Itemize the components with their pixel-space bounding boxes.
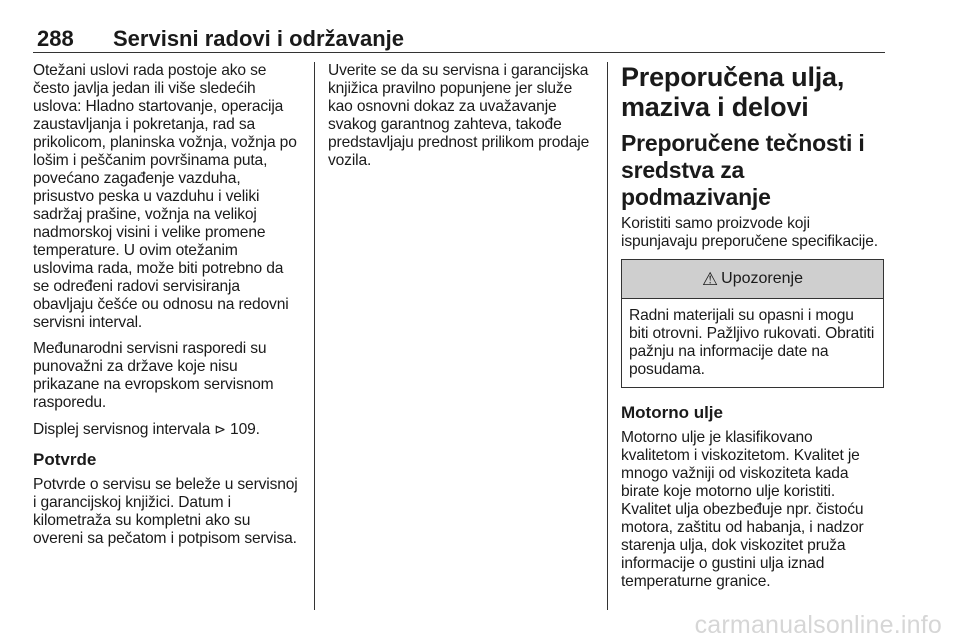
reference-page[interactable]: 109.	[225, 421, 260, 438]
warning-label: Upozorenje	[721, 270, 803, 287]
page-title: Servisni radovi i održavanje	[113, 26, 405, 51]
column-divider-1	[314, 62, 315, 610]
difficult-conditions-paragraph: Otežani uslovi rada postoje ako se često javlja jedan ili više sledećih uslova: Hladno startovanje, operacija zaustavljanja i pokretanja, rad sa prikolicom, planinska vožnja, vožnja po lošim i peščanim površinama puta, povećano zagađenje vazduha, prisustvo peska u vazduhu i veliki sadržaj prašine, vožnja na velikoj nadmorskoj visini i velike promene temperature. U ovim otežanim uslovima rada, može biti potrebno da se određeni radovi servisiranja obavljaju češće ou odnosu na redovni servisni interval.	[33, 62, 297, 331]
warning-header	[622, 260, 883, 299]
service-interval-reference	[33, 420, 301, 439]
watermark: carmanualsonline.info	[694, 611, 942, 639]
warning-text: Radni materijali su opasni i mogu biti otrovni. Pažljivo rukovati. Obratiti pažnju na informacije date na posudama.	[629, 307, 875, 378]
section-title: Preporučena ulja, maziva i delovi	[621, 62, 845, 122]
intro-paragraph: Koristiti samo proizvode koji ispunjavaju preporučene specifikacije.	[621, 215, 878, 250]
reference-text: Displej servisnog intervala	[33, 421, 215, 438]
section-heading-potvrde: Potvrde	[33, 450, 97, 469]
header-divider	[33, 52, 885, 53]
warning-icon: ⚠	[702, 268, 719, 289]
column-3	[621, 62, 885, 599]
column-2	[328, 62, 596, 178]
warning-body	[622, 299, 883, 387]
column-1	[33, 62, 301, 556]
column-divider-2	[607, 62, 608, 610]
motor-oil-paragraph: Motorno ulje je klasifikovano kvalitetom i viskozitetom. Kvalitet je mnogo važniji od viskoziteta kada birate koje motorno ulje koristiti. Kvalitet ulja obezbeđuje npr. čistoću motora, zaštitu od habanja, i nadzor starenja ulja, dok viskozitet pruža informacije o gustini ulja iznad temperaturne granice.	[621, 429, 864, 590]
page-header	[33, 26, 885, 52]
service-book-paragraph: Uverite se da su servisna i garancijska knjižica pravilno popunjene jer služe kao osnovni dokaz za uvažavanje svakog garantnog zahteva, takođe predstavljaju prednost prilikom prodaje vozila.	[328, 62, 590, 169]
confirmations-paragraph: Potvrde o servisu se beleže u servisnoj i garancijskoj knjižici. Datum i kilometraža su kompletni ako su overeni sa pečatom i potpisom servisa.	[33, 476, 298, 547]
page-reference-arrow-icon[interactable]: ⊳	[214, 421, 226, 437]
international-schedules-paragraph: Međunarodni servisni rasporedi su punovažni za države koje nisu prikazane na evropskom servisnom rasporedu.	[33, 340, 274, 411]
section-heading-motorno-ulje: Motorno ulje	[621, 403, 723, 422]
section-subtitle: Preporučene tečnosti i sredstva za podmazivanje	[621, 130, 865, 210]
page-number: 288	[37, 26, 74, 51]
warning-box	[621, 259, 884, 388]
